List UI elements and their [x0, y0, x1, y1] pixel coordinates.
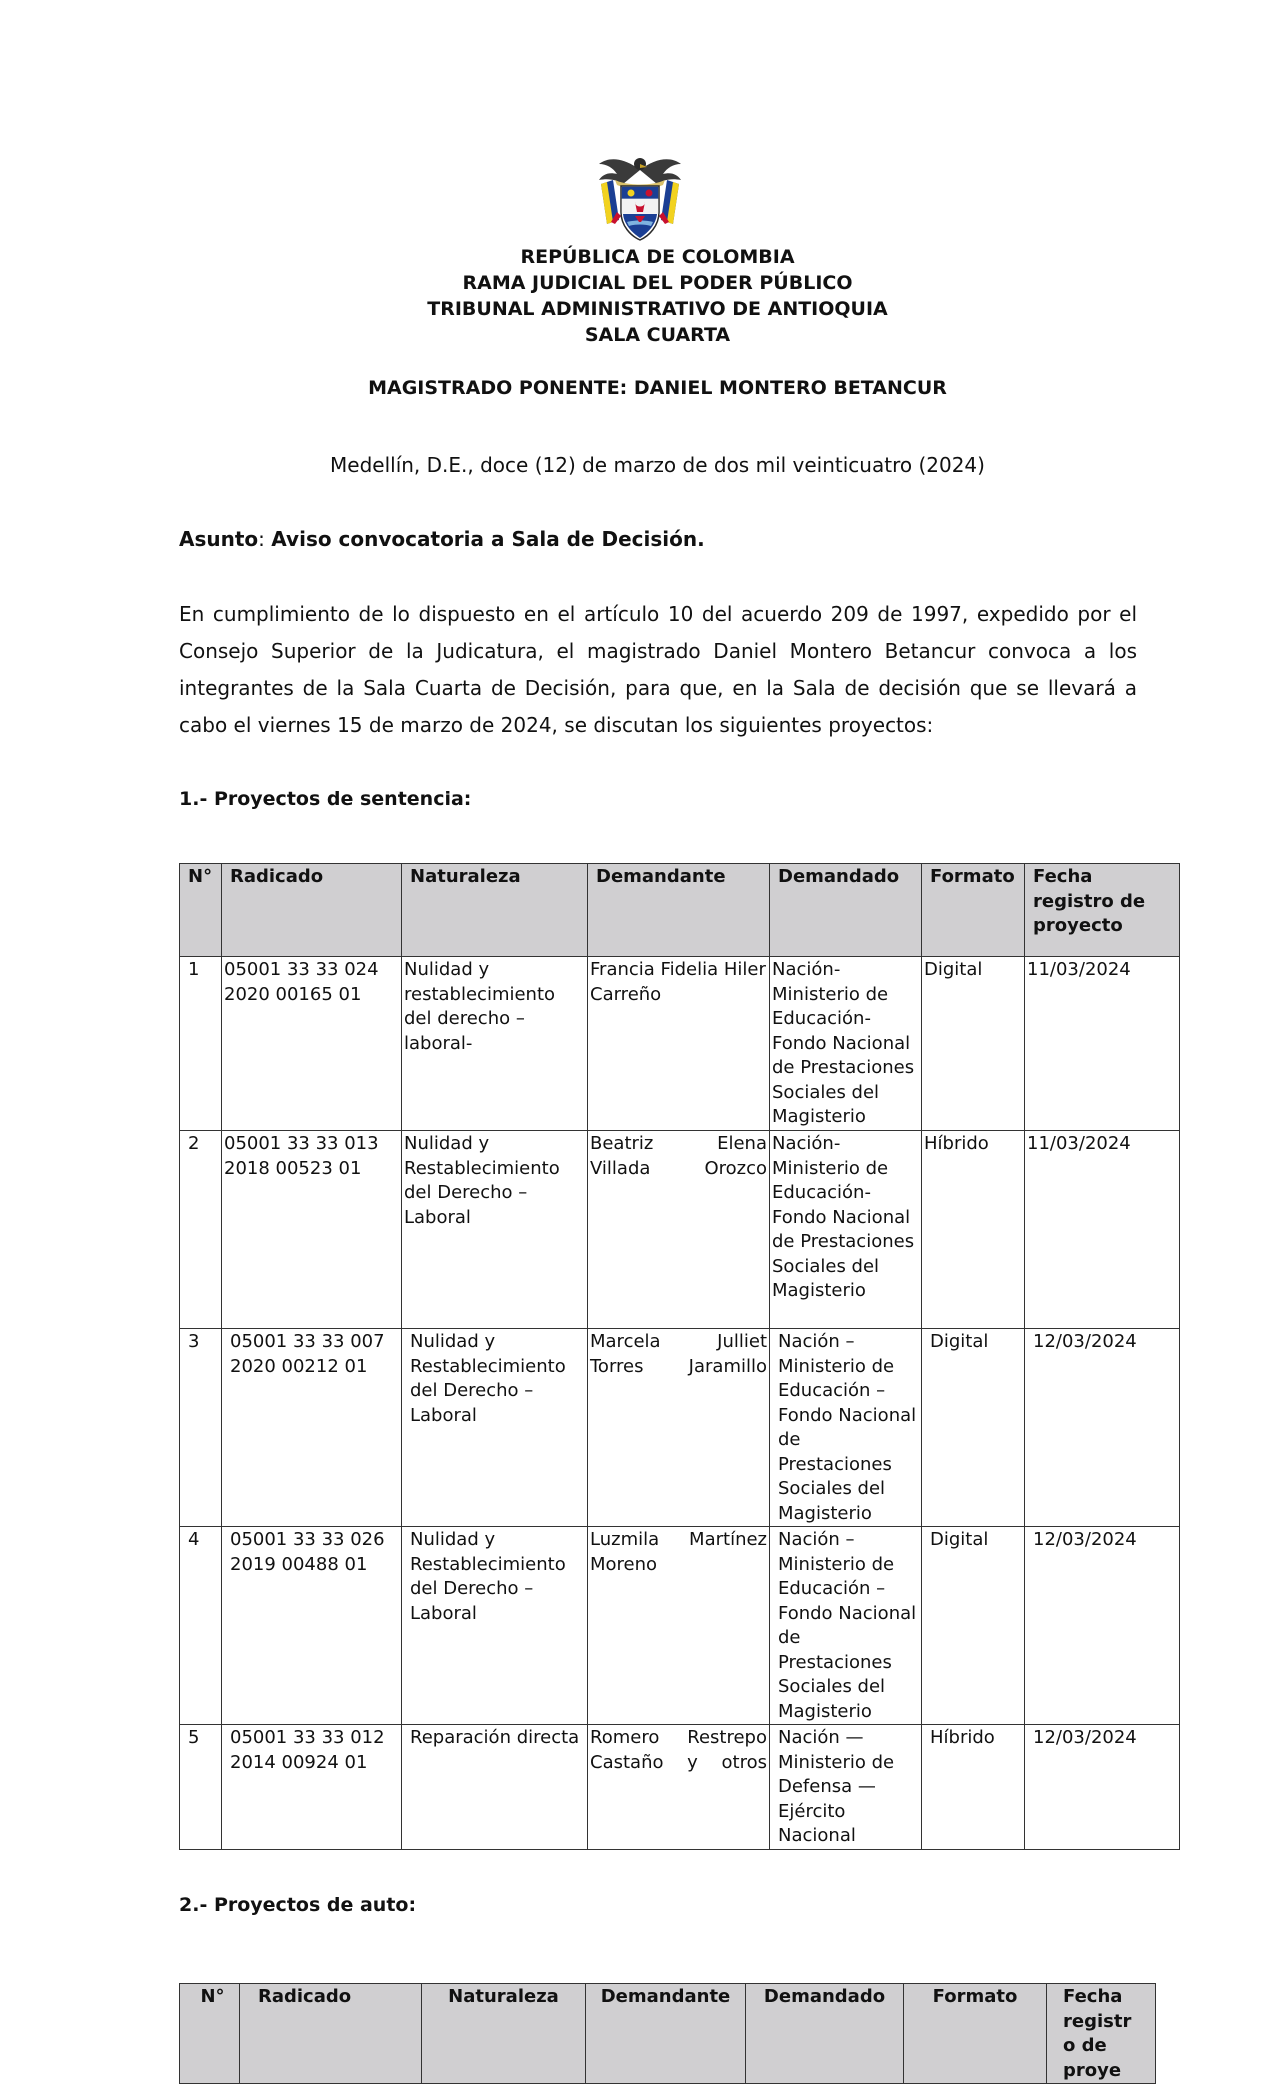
sentencia-projects-table	[179, 863, 1180, 1850]
cell-naturaleza: Nulidad y Restablecimiento del Derecho – Laboral	[402, 1329, 588, 1527]
cell-demandado: Nación-Ministerio de Educación-Fondo Nacional de Prestaciones Sociales del Magisterio	[770, 957, 922, 1131]
date-line: Medellín, D.E., doce (12) de marzo de dos mil veinticuatro (2024)	[330, 453, 985, 477]
header-fecha-line1: Fecha	[1063, 1986, 1123, 2007]
section-title-sentencia: 1.- Proyectos de sentencia:	[179, 788, 472, 810]
header-fecha: Fecha registro de proyecto	[1025, 864, 1180, 957]
header-fecha-line3: o de	[1063, 2035, 1107, 2056]
heading-line-sala: SALA CUARTA	[584, 324, 731, 346]
magistrado-ponente: MAGISTRADO PONENTE: DANIEL MONTERO BETANCUR	[368, 377, 947, 399]
cell-naturaleza: Reparación directa	[402, 1725, 588, 1850]
cell-num: 4	[180, 1527, 222, 1725]
table-row	[180, 957, 1180, 1131]
header-fecha-line2: registr	[1063, 2010, 1132, 2032]
heading-line-rama: RAMA JUDICIAL DEL PODER PÚBLICO	[462, 272, 853, 294]
cell-num: 5	[180, 1725, 222, 1850]
cell-num: 3	[180, 1329, 222, 1527]
cell-demandante: Francia Fidelia Hiler Carreño	[588, 957, 770, 1131]
auto-projects-table	[179, 1983, 1156, 2084]
header-num: N°	[180, 1984, 240, 2084]
cell-demandante: Marcela Julliet Torres Jaramillo	[588, 1329, 770, 1527]
coat-of-arms-seal	[595, 150, 685, 244]
cell-demandado: Nación — Ministerio de Defensa — Ejército Nacional	[770, 1725, 922, 1850]
cell-formato: Digital	[922, 1329, 1025, 1527]
header-formato: Formato	[922, 864, 1025, 957]
table-row	[180, 1725, 1180, 1850]
cell-demandado: Nación-Ministerio de Educación-Fondo Nacional de Prestaciones Sociales del Magisterio	[770, 1131, 922, 1329]
cell-fecha: 12/03/2024	[1025, 1725, 1180, 1850]
section-title-auto: 2.- Proyectos de auto:	[179, 1894, 417, 1916]
header-demandante: Demandante	[586, 1984, 746, 2084]
asunto-separator: :	[258, 527, 272, 551]
cell-fecha: 12/03/2024	[1025, 1527, 1180, 1725]
cell-formato: Digital	[922, 1527, 1025, 1725]
header-formato: Formato	[904, 1984, 1047, 2084]
header-naturaleza: Naturaleza	[402, 864, 588, 957]
heading-line-republic: REPÚBLICA DE COLOMBIA	[520, 246, 795, 268]
cell-formato: Híbrido	[922, 1131, 1025, 1329]
cell-demandante: Luzmila Martínez Moreno	[588, 1527, 770, 1725]
table-row	[180, 1131, 1180, 1329]
table-header-row	[180, 864, 1180, 957]
cell-demandante: Romero Restrepo Castaño y otros	[588, 1725, 770, 1850]
asunto-text: Aviso convocatoria a Sala de Decisión.	[271, 527, 705, 551]
cell-fecha: 11/03/2024	[1025, 1131, 1180, 1329]
header-fecha	[1047, 1984, 1156, 2084]
cell-naturaleza: Nulidad y restablecimiento del derecho – laboral-	[402, 957, 588, 1131]
cell-formato: Híbrido	[922, 1725, 1025, 1850]
table-row	[180, 1329, 1180, 1527]
cell-radicado: 05001 33 33 024 2020 00165 01	[222, 957, 402, 1131]
table-row	[180, 1527, 1180, 1725]
cell-fecha: 12/03/2024	[1025, 1329, 1180, 1527]
cell-radicado: 05001 33 33 007 2020 00212 01	[222, 1329, 402, 1527]
cell-naturaleza: Nulidad y Restablecimiento del Derecho – Laboral	[402, 1131, 588, 1329]
header-num: N°	[180, 864, 222, 957]
table-header-row	[180, 1984, 1156, 2084]
cell-radicado: 05001 33 33 013 2018 00523 01	[222, 1131, 402, 1329]
cell-fecha: 11/03/2024	[1025, 957, 1180, 1131]
header-demandante: Demandante	[588, 864, 770, 957]
cell-demandado: Nación – Ministerio de Educación – Fondo Nacional de Prestaciones Sociales del Magisterio	[770, 1527, 922, 1725]
cell-naturaleza: Nulidad y Restablecimiento del Derecho – Laboral	[402, 1527, 588, 1725]
cell-num: 1	[180, 957, 222, 1131]
cell-demandante: Beatriz Elena Villada Orozco	[588, 1131, 770, 1329]
header-radicado: Radicado	[222, 864, 402, 957]
heading-line-tribunal: TRIBUNAL ADMINISTRATIVO DE ANTIOQUIA	[427, 298, 888, 320]
cell-radicado: 05001 33 33 026 2019 00488 01	[222, 1527, 402, 1725]
cell-demandado: Nación – Ministerio de Educación – Fondo Nacional de Prestaciones Sociales del Magisterio	[770, 1329, 922, 1527]
intro-paragraph: En cumplimiento de lo dispuesto en el artículo 10 del acuerdo 209 de 1997, expedido por el Consejo Superior de la Judicatura, el magistrado Daniel Montero Betancur convoca a los integrantes de la Sala Cuarta de Decisión, para que, en la Sala de decisión que se llevará a cabo el viernes 15 de marzo de 2024, se discutan los siguientes proyectos:	[179, 602, 1137, 737]
header-naturaleza: Naturaleza	[422, 1984, 586, 2084]
asunto-label: Asunto	[179, 527, 259, 551]
asunto-line	[179, 526, 1139, 552]
header-demandado: Demandado	[746, 1984, 904, 2084]
cell-formato: Digital	[922, 957, 1025, 1131]
header-demandado: Demandado	[770, 864, 922, 957]
cell-radicado: 05001 33 33 012 2014 00924 01	[222, 1725, 402, 1850]
header-fecha-line4: proye	[1063, 2059, 1122, 2081]
cell-num: 2	[180, 1131, 222, 1329]
court-heading	[0, 244, 1275, 348]
header-radicado: Radicado	[240, 1984, 422, 2084]
